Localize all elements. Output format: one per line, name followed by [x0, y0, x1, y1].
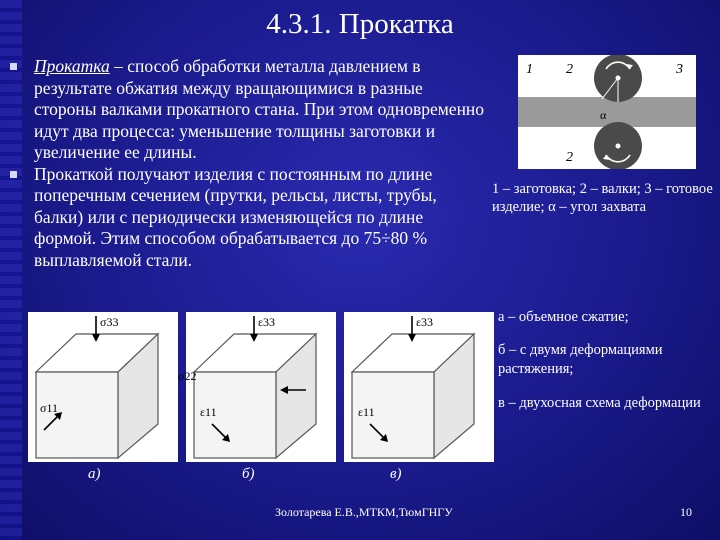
cube-c-top-label: ε33 — [416, 315, 434, 329]
bullet-marker — [10, 63, 17, 70]
label-1: 1 — [526, 62, 533, 77]
lower-roll-center — [616, 144, 621, 149]
label-2-bottom: 2 — [566, 150, 573, 165]
legend-b: б – с двумя деформациями растяжения; — [498, 342, 663, 377]
stress-cubes — [28, 312, 498, 462]
bullet-item — [10, 56, 485, 164]
rolling-diagram-svg — [518, 55, 696, 169]
label-2-top: 2 — [566, 62, 573, 77]
label-3: 3 — [676, 62, 683, 77]
rolling-diagram — [518, 55, 696, 169]
bullet-marker — [10, 171, 17, 178]
bullet-text: Прокаткой получают изделия с постоянным по длине поперечным сечением (прутки, рельсы, листы, трубы, балки) или с периодически изменяющейся по длине формой. Этим способом обрабатывается до 75÷80 % выплавляемой стали. — [34, 163, 437, 270]
cube-b-front-label: ε11 — [200, 405, 217, 419]
cube-c-front-label: ε11 — [358, 405, 375, 419]
cube-b — [178, 312, 336, 462]
legend-a: а – объемное сжатие; — [498, 309, 629, 325]
cube-a-front — [36, 372, 118, 458]
cube-b-side-label: σ22 — [178, 369, 197, 383]
footer-author: Золотарева Е.В.,МТКМ,ТюмГНГУ — [275, 505, 453, 519]
workpiece-strip — [518, 97, 696, 127]
label-alpha: α — [600, 108, 607, 122]
cube-a — [28, 312, 178, 462]
slide-title: 4.3.1. Прокатка — [266, 8, 454, 40]
legend-c: в – двухосная схема деформации — [498, 395, 701, 411]
cube-b-top-label: ε33 — [258, 315, 276, 329]
diagram-caption: 1 – заготовка; 2 – валки; 3 – готовое изделие; α – угол захвата — [492, 181, 713, 215]
bullet-text: – способ обработки металла давлением в результате обжатия между вращающимися в разные стороны валками прокатного стана. При этом одновременно идут два процесса: уменьшение толщины заготовки и увеличение ее длины. — [34, 56, 485, 162]
cube-b-caption: б) — [242, 466, 255, 482]
bullet-list — [10, 56, 485, 271]
bullet-keyword: Прокатка — [34, 56, 110, 76]
cube-c-caption: в) — [390, 466, 402, 482]
cube-c — [344, 312, 494, 462]
bullet-item — [10, 164, 485, 272]
cube-a-front-label: σ11 — [40, 401, 59, 415]
cube-a-caption: а) — [88, 466, 101, 482]
page-number: 10 — [680, 505, 692, 519]
cube-a-top-label: σ33 — [100, 315, 119, 329]
stress-cubes-svg — [28, 312, 498, 462]
